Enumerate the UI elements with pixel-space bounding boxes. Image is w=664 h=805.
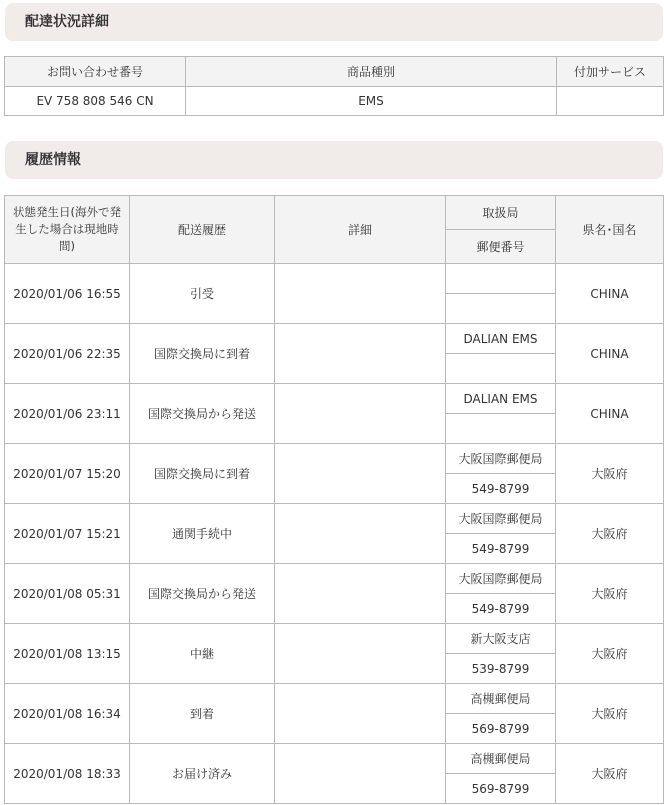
event-date: 2020/01/08 05:31: [5, 564, 130, 624]
region-name: 大阪府: [556, 504, 664, 564]
event-date: 2020/01/06 16:55: [5, 264, 130, 324]
additional-service-header: 付加サービス: [557, 57, 664, 87]
history-info-title: 履歴情報: [25, 152, 81, 168]
tracking-number-header: お問い合わせ番号: [5, 57, 186, 87]
region-name: 大阪府: [556, 564, 664, 624]
delivery-status-header: [5, 3, 663, 41]
history-row: [5, 264, 664, 294]
item-type-value: EMS: [186, 87, 557, 116]
event-date: 2020/01/08 16:34: [5, 684, 130, 744]
postal-code: [446, 354, 556, 384]
history-row: [5, 504, 664, 534]
date-header: 状態発生日(海外で発生した場合は現地時間): [5, 196, 130, 264]
history-info-header: [5, 141, 663, 179]
event-history: お届け済み: [130, 744, 275, 804]
summary-header-row: [5, 57, 664, 87]
history-header-row: [5, 196, 664, 230]
region-name: CHINA: [556, 384, 664, 444]
region-name: CHINA: [556, 324, 664, 384]
region-name: CHINA: [556, 264, 664, 324]
history-row: [5, 384, 664, 414]
handling-office: 大阪国際郵便局: [446, 564, 556, 594]
event-history: 到着: [130, 684, 275, 744]
history-row: [5, 744, 664, 774]
postal-code: 569-8799: [446, 714, 556, 744]
history-row: [5, 324, 664, 354]
handling-office: 新大阪支店: [446, 624, 556, 654]
region-header: 県名･国名: [556, 196, 664, 264]
event-detail: [275, 504, 446, 564]
event-detail: [275, 624, 446, 684]
postal-code: 569-8799: [446, 774, 556, 804]
region-name: 大阪府: [556, 624, 664, 684]
event-date: 2020/01/07 15:21: [5, 504, 130, 564]
tracking-number-value: EV 758 808 546 CN: [5, 87, 186, 116]
region-name: 大阪府: [556, 684, 664, 744]
history-row: [5, 624, 664, 654]
handling-office: DALIAN EMS: [446, 384, 556, 414]
event-history: 国際交換局から発送: [130, 564, 275, 624]
event-detail: [275, 744, 446, 804]
event-detail: [275, 564, 446, 624]
postal-code: [446, 294, 556, 324]
history-row: [5, 684, 664, 714]
handling-office: 高槻郵便局: [446, 684, 556, 714]
handling-office: 高槻郵便局: [446, 744, 556, 774]
postal-code: 539-8799: [446, 654, 556, 684]
event-history: 中継: [130, 624, 275, 684]
region-name: 大阪府: [556, 744, 664, 804]
delivery-summary-table: [4, 56, 664, 116]
history-body: [5, 264, 664, 804]
postal-code: 549-8799: [446, 594, 556, 624]
history-row: [5, 564, 664, 594]
event-date: 2020/01/06 23:11: [5, 384, 130, 444]
office-header: 取扱局: [446, 196, 556, 230]
event-date: 2020/01/06 22:35: [5, 324, 130, 384]
postal-header: 郵便番号: [446, 230, 556, 264]
handling-office: [446, 264, 556, 294]
history-row: [5, 444, 664, 474]
delivery-status-title: 配達状況詳細: [25, 14, 109, 30]
event-history: 国際交換局に到着: [130, 444, 275, 504]
postal-code: 549-8799: [446, 474, 556, 504]
event-history: 引受: [130, 264, 275, 324]
region-name: 大阪府: [556, 444, 664, 504]
event-date: 2020/01/07 15:20: [5, 444, 130, 504]
handling-office: DALIAN EMS: [446, 324, 556, 354]
history-header: 配送履歴: [130, 196, 275, 264]
event-date: 2020/01/08 18:33: [5, 744, 130, 804]
postal-code: 549-8799: [446, 534, 556, 564]
detail-header: 詳細: [275, 196, 446, 264]
history-table: [4, 195, 664, 804]
event-detail: [275, 324, 446, 384]
summary-row: [5, 87, 664, 116]
event-detail: [275, 264, 446, 324]
event-detail: [275, 444, 446, 504]
additional-service-value: [557, 87, 664, 116]
item-type-header: 商品種別: [186, 57, 557, 87]
event-detail: [275, 384, 446, 444]
event-history: 国際交換局から発送: [130, 384, 275, 444]
postal-code: [446, 414, 556, 444]
event-history: 国際交換局に到着: [130, 324, 275, 384]
event-date: 2020/01/08 13:15: [5, 624, 130, 684]
handling-office: 大阪国際郵便局: [446, 504, 556, 534]
handling-office: 大阪国際郵便局: [446, 444, 556, 474]
event-detail: [275, 684, 446, 744]
event-history: 通関手続中: [130, 504, 275, 564]
